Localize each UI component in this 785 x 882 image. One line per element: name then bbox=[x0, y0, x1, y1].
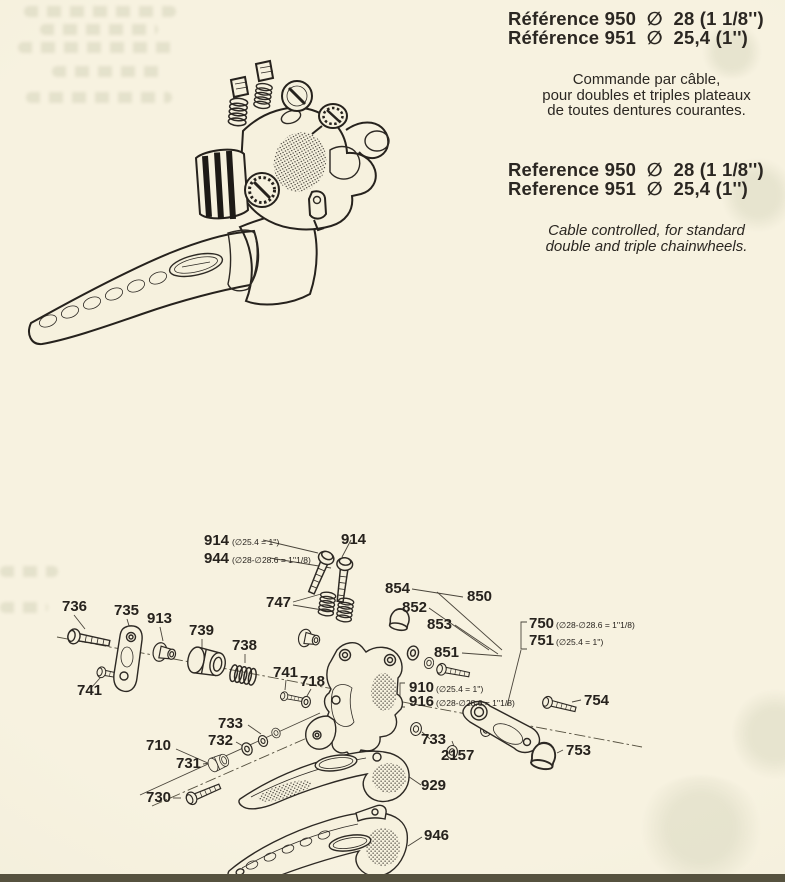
part-747-spring-b bbox=[336, 597, 354, 622]
label-747: 747 bbox=[266, 594, 292, 611]
part-852-washer bbox=[406, 645, 419, 661]
part-738-spring bbox=[229, 664, 258, 685]
part-739-roller bbox=[186, 646, 228, 679]
label-910: 910 (∅25.4 = 1'') bbox=[409, 679, 484, 696]
spring-stud-left bbox=[228, 77, 248, 126]
description-fr-line: de toutes dentures courantes. bbox=[547, 102, 746, 120]
front-derailleur-illustration bbox=[29, 61, 389, 344]
reference-950-en: Reference 950 ∅ 28 (1 1/8'') bbox=[508, 159, 764, 180]
description-en-line: Cable controlled, for standard bbox=[548, 222, 745, 239]
label-718: 718 bbox=[300, 673, 326, 690]
bottom-page-band bbox=[0, 874, 785, 882]
label-733-right: 733 bbox=[421, 731, 447, 748]
part-754-bolt bbox=[541, 695, 577, 715]
label-854: 854 bbox=[385, 580, 411, 597]
description-fr bbox=[508, 72, 785, 119]
label-754: 754 bbox=[584, 692, 610, 709]
reference-950-fr: Référence 950 ∅ 28 (1 1/8'') bbox=[508, 8, 764, 29]
label-736: 736 bbox=[62, 598, 88, 615]
label-753: 753 bbox=[566, 742, 592, 759]
label-916: 916 (∅28-∅28.6 = 1''1/8) bbox=[409, 693, 515, 710]
label-852: 852 bbox=[402, 599, 428, 616]
label-710: 710 bbox=[146, 737, 172, 754]
outer-cage-plate bbox=[29, 231, 258, 344]
part-851-stud bbox=[436, 663, 470, 681]
description-fr-line: pour doubles et triples plateaux bbox=[542, 86, 751, 104]
label-750: 750 (∅28-∅28.6 = 1''1/8) bbox=[529, 615, 635, 632]
label-738: 738 bbox=[232, 637, 258, 654]
label-751: 751 (∅25.4 = 1'') bbox=[529, 632, 604, 649]
label-914-right: 914 bbox=[341, 531, 367, 548]
part-854-cup bbox=[297, 628, 321, 649]
label-853: 853 bbox=[427, 616, 453, 633]
part-733-locknut bbox=[270, 727, 281, 739]
part-clamp-body bbox=[325, 643, 403, 764]
label-914-left: 914 (∅25.4 = 1'') bbox=[204, 532, 280, 549]
part-929-inner-cage bbox=[239, 751, 409, 809]
part-735-arm-plate bbox=[114, 626, 142, 692]
label-733-left: 733 bbox=[218, 715, 244, 732]
label-741-left: 741 bbox=[77, 682, 103, 699]
label-851: 851 bbox=[434, 644, 460, 661]
spring-stud-right bbox=[253, 61, 273, 109]
description-en bbox=[508, 223, 785, 254]
reference-block-fr bbox=[508, 10, 785, 119]
exploded-diagram bbox=[57, 531, 642, 882]
part-736-clamp-bolt bbox=[67, 628, 111, 651]
label-732: 732 bbox=[208, 732, 234, 749]
label-944: 944 (∅28-∅28.6 = 1''1/8) bbox=[204, 550, 311, 567]
part-710-lever bbox=[306, 716, 336, 749]
label-929: 929 bbox=[421, 777, 447, 794]
label-2157: 2157 bbox=[441, 747, 475, 764]
part-747-spring-a bbox=[318, 591, 336, 616]
part-750-751-clamp-arm bbox=[463, 702, 540, 753]
label-850: 850 bbox=[467, 588, 493, 605]
description-en-line: double and triple chainwheels. bbox=[545, 237, 748, 255]
part-733-washer bbox=[257, 734, 269, 748]
part-730-bolt bbox=[184, 781, 222, 807]
label-731: 731 bbox=[176, 755, 202, 772]
label-946: 946 bbox=[424, 827, 450, 844]
description-fr-line: Commande par câble, bbox=[572, 71, 721, 88]
part-853-nut bbox=[423, 657, 434, 670]
label-741-right: 741 bbox=[273, 664, 299, 681]
reference-block-en bbox=[508, 161, 785, 254]
reference-951-en: Reference 951 ∅ 25,4 (1'') bbox=[508, 177, 749, 199]
label-735: 735 bbox=[114, 602, 140, 619]
label-913: 913 bbox=[147, 610, 173, 627]
part-946-outer-cage bbox=[228, 805, 407, 882]
part-913-bushing bbox=[152, 642, 178, 665]
label-739: 739 bbox=[189, 622, 215, 639]
reference-951-fr: Référence 951 ∅ 25,4 (1'') bbox=[508, 26, 749, 48]
label-730: 730 bbox=[146, 789, 172, 806]
